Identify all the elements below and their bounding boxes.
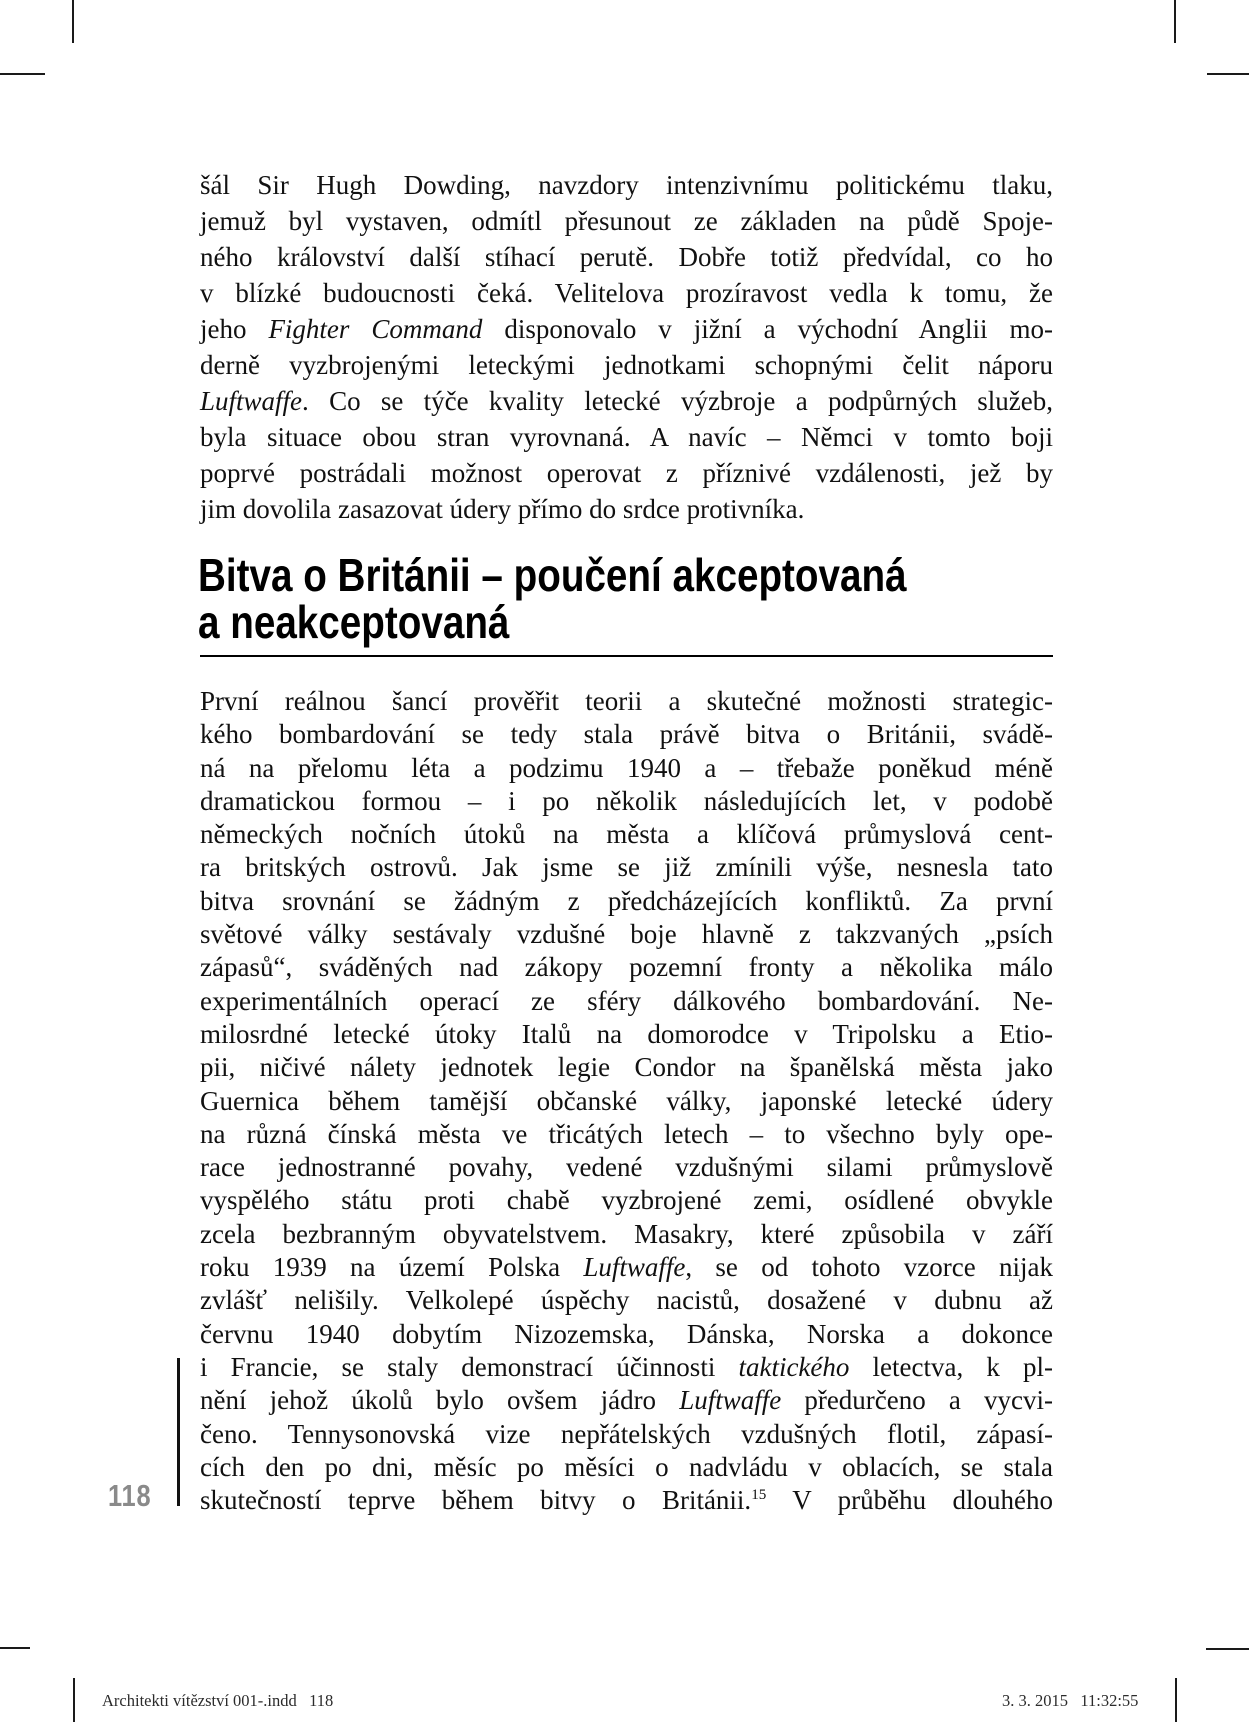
italic-text: Luftwaffe: [200, 386, 303, 416]
text-segment: cích den po dni, měsíc po měsíci o nadvládu v oblacích, se stala: [200, 1451, 1053, 1482]
text-line: [200, 1051, 1053, 1084]
text-segment: jim dovolila zasazovat údery přímo do srdce protivníka.: [200, 494, 805, 524]
text-line: [200, 239, 1053, 275]
crop-mark-bottom-right-horizontal: [1206, 1648, 1249, 1650]
crop-mark-top-left-vertical: [72, 0, 74, 43]
footer-filename: Architekti vítězství 001-.indd 118: [102, 1691, 334, 1710]
text-segment: disponovalo v jižní a východní Anglii mo-: [482, 314, 1053, 344]
heading-rule: [200, 655, 1053, 657]
text-segment: čeno. Tennysonovská vize nepřátelských vzdušných flotil, zápasí-: [200, 1418, 1053, 1449]
crop-mark-bottom-right-vertical: [1175, 1678, 1177, 1722]
text-segment: jeho: [200, 314, 269, 344]
text-segment: poprvé postrádali možnost operovat z příznivé vzdálenosti, jež by: [200, 458, 1053, 488]
text-segment: německých nočních útoků na města a klíčová průmyslová cent-: [200, 819, 1053, 850]
text-line: [200, 383, 1053, 419]
passage-marker-bar: [177, 1358, 180, 1506]
text-segment: skutečností teprve během bitvy o Británii.: [200, 1485, 752, 1516]
italic-text: Fighter Command: [268, 314, 483, 344]
text-line: [200, 1484, 1053, 1517]
text-segment: bitva srovnání se žádným z předcházejících konfliktů. Za první: [200, 885, 1053, 916]
text-line: [200, 203, 1053, 239]
text-segment: předurčeno a vycvi-: [781, 1385, 1053, 1416]
text-segment: letectva, k pl-: [849, 1351, 1053, 1382]
text-line: [200, 885, 1053, 918]
section-heading: [198, 549, 1042, 648]
text-segment: zvlášť nelišily. Velkolepé úspěchy nacistů, dosažené v dubnu až: [200, 1285, 1053, 1316]
italic-text: Luftwaffe: [583, 1252, 686, 1283]
text-segment: zcela bezbranným obyvatelstvem. Masakry, které způsobila v září: [200, 1218, 1053, 1249]
text-line: [200, 311, 1053, 347]
text-segment: race jednostranné povahy, vedené vzdušnými silami průmyslově: [200, 1152, 1053, 1183]
text-line: [200, 818, 1053, 851]
text-segment: V průběhu dlouhého: [766, 1485, 1053, 1516]
text-line: [200, 785, 1053, 818]
text-segment: pii, ničivé nálety jednotek legie Condor na španělská města jako: [200, 1052, 1053, 1083]
text-segment: kého bombardování se tedy stala právě bitva o Británii, svádě-: [200, 719, 1053, 750]
text-segment: ného království další stíhací perutě. Dobře totiž předvídal, co ho: [200, 242, 1053, 272]
body-paragraph: [200, 685, 1053, 1517]
text-line: [200, 1118, 1053, 1151]
text-line: [200, 1184, 1053, 1217]
text-line: [200, 1085, 1053, 1118]
text-segment: vyspělého státu proti chabě vyzbrojené zemi, osídlené obvykle: [200, 1185, 1053, 1216]
crop-mark-top-right-horizontal: [1207, 73, 1249, 75]
crop-mark-top-left-horizontal: [0, 73, 45, 75]
text-line: [200, 1018, 1053, 1051]
text-segment: ra britských ostrovů. Jak jsme se již zmínili výše, nesnesla tato: [200, 852, 1053, 883]
text-segment: derně vyzbrojenými leteckými jednotkami schopnými čelit náporu: [200, 350, 1053, 380]
crop-mark-top-right-vertical: [1174, 0, 1176, 43]
text-segment: dramatickou formou – i po několik následujících let, v podobě: [200, 785, 1053, 816]
text-line: [200, 685, 1053, 718]
text-line: [200, 1284, 1053, 1317]
text-line: [200, 851, 1053, 884]
text-line: [200, 951, 1053, 984]
crop-mark-bottom-left-horizontal: [0, 1647, 30, 1649]
text-segment: Guernica během tamější občanské války, japonské letecké údery: [200, 1085, 1053, 1116]
text-segment: na různá čínská města ve třicátých letech – to všechno byly ope-: [200, 1118, 1053, 1149]
text-line: [200, 455, 1053, 491]
text-line: [200, 1251, 1053, 1284]
italic-text: taktického: [738, 1351, 850, 1382]
text-segment: byla situace obou stran vyrovnaná. A navíc – Němci v tomto boji: [200, 422, 1053, 452]
text-segment: světové války sestávaly vzdušné boje hlavně z takzvaných „psích: [200, 919, 1053, 950]
text-segment: jemuž byl vystaven, odmítl přesunout ze základen na půdě Spoje-: [200, 206, 1053, 236]
text-segment: červnu 1940 dobytím Nizozemska, Dánska, Norska a dokonce: [200, 1318, 1053, 1349]
text-line: [200, 1384, 1053, 1417]
text-segment: První reálnou šancí prověřit teorii a skutečné možnosti strategic-: [200, 686, 1053, 716]
text-segment: ná na přelomu léta a podzimu 1940 a – třebaže poněkud méně: [200, 752, 1053, 783]
text-segment: i Francie, se staly demonstrací účinnosti: [200, 1351, 739, 1382]
text-line: [200, 752, 1053, 785]
text-line: [200, 1351, 1053, 1384]
crop-mark-bottom-left-vertical: [73, 1678, 75, 1722]
text-segment: zápasů“, sváděných nad zákopy pozemní fronty a několika málo: [200, 952, 1053, 983]
heading-line-2: a neakceptovaná: [198, 596, 510, 648]
text-segment: milosrdné letecké útoky Italů na domorodce v Tripolsku a Etio-: [200, 1018, 1053, 1049]
text-segment: experimentálních operací ze sféry dálkového bombardování. Ne-: [200, 985, 1053, 1016]
text-line: [200, 718, 1053, 751]
text-line: [200, 1451, 1053, 1484]
text-segment: nění jehož úkolů bylo ovšem jádro: [200, 1385, 680, 1416]
text-segment: . Co se týče kvality letecké výzbroje a podpůrných služeb,: [302, 386, 1053, 416]
text-line: [200, 985, 1053, 1018]
footnote-reference: 15: [751, 1487, 767, 1504]
text-line: [200, 1151, 1053, 1184]
italic-text: Luftwaffe: [679, 1385, 782, 1416]
text-line: [200, 918, 1053, 951]
page-number: 118: [108, 1478, 152, 1513]
text-segment: , se od tohoto vzorce nijak: [685, 1252, 1053, 1283]
text-line: [200, 275, 1053, 311]
text-line: [200, 419, 1053, 455]
text-line: [200, 491, 1053, 527]
footer-timestamp: 3. 3. 2015 11:32:55: [1002, 1691, 1139, 1710]
text-line: [200, 1218, 1053, 1251]
text-line: [200, 1318, 1053, 1351]
text-segment: v blízké budoucnosti čeká. Velitelova prozíravost vedla k tomu, že: [200, 278, 1053, 308]
heading-line-1: Bitva o Británii – poučení akceptovaná: [198, 549, 907, 601]
text-segment: šál Sir Hugh Dowding, navzdory intenzivnímu politickému tlaku,: [200, 170, 1053, 200]
body-paragraph: [200, 167, 1053, 527]
text-segment: roku 1939 na území Polska: [200, 1252, 584, 1283]
text-line: [200, 347, 1053, 383]
text-line: [200, 167, 1053, 203]
text-line: [200, 1418, 1053, 1451]
